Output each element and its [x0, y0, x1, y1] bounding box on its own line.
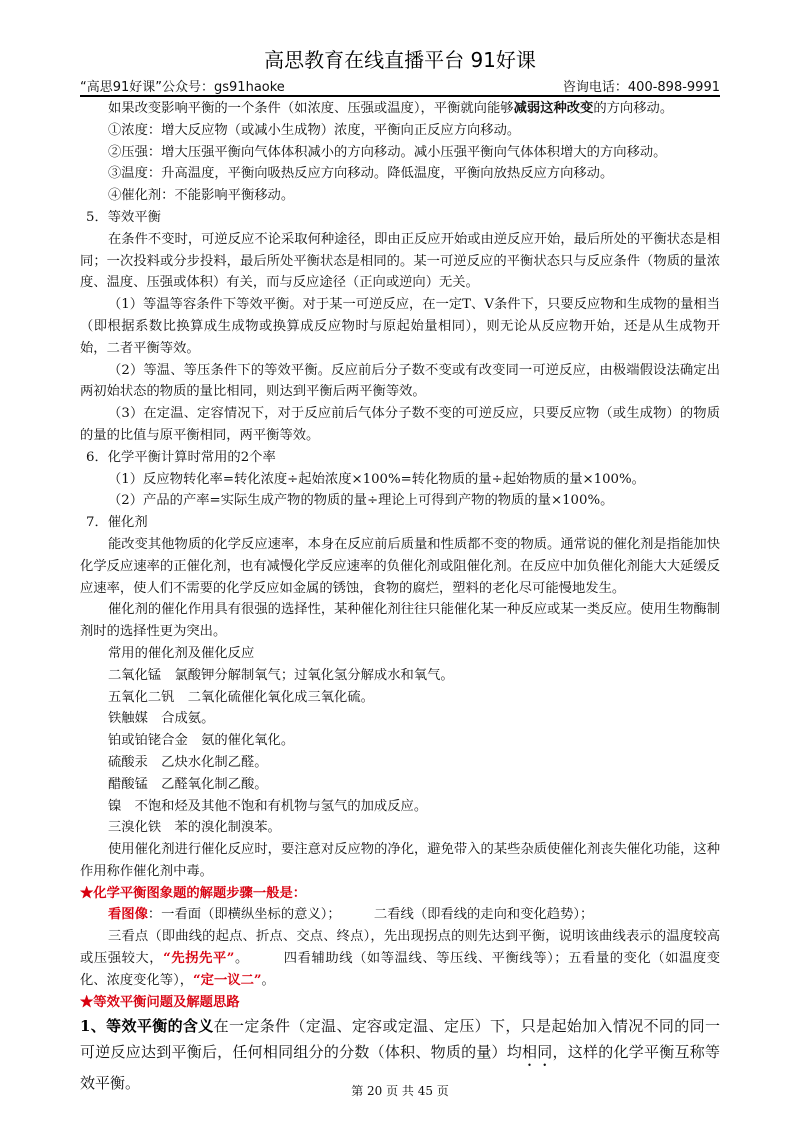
list-item: 二氧化锰 氯酸钾分解制氧气；过氧化氢分解成水和氧气。	[108, 667, 454, 683]
paragraph: （2）产品的产率=实际生成产物的物质的量÷理论上可得到产物的物质的量×100%。	[108, 493, 614, 509]
highlight-heading: ★等效平衡问题及解题思路	[80, 994, 240, 1010]
list-item: 醋酸锰 乙醛氧化制乙酸。	[108, 776, 268, 792]
list-item: 镍 不饱和烃及其他不饱和有机物与氢气的加成反应。	[108, 798, 428, 814]
paragraph: 使用催化剂进行催化反应时，要注意对反应物的净化，避免带入的某些杂质使催化剂丧失催化功能，这种作用称作催化剂中毒。	[80, 842, 720, 879]
paragraph: （1）反应物转化率=转化浓度÷起始浓度×100%=转化物质的量÷起始物质的量×100%。	[108, 471, 645, 487]
list-item: ①浓度：增大反应物（或减小生成物）浓度，平衡向正反应方向移动。	[108, 122, 521, 138]
page-title: 高思教育在线直播平台 91好课	[264, 48, 536, 72]
list-item: 三溴化铁 苯的溴化制溴苯。	[108, 820, 281, 836]
paragraph: 能改变其他物质的化学反应速率，本身在反应前后质量和性质都不变的物质。通常说的催化剂是指能加快化学反应速率的正催化剂，也有减慢化学反应速率的负催化剂或阻催化剂。在反应中加负催化剂能大大延缓反应速率，使人们不需要的化学反应如金属的锈蚀，食物的腐烂，塑料的老化尽可能慢地发生。	[80, 536, 720, 596]
list-item: 硫酸汞 乙炔水化制乙醛。	[108, 754, 268, 770]
highlight-heading: ★化学平衡图象题的解题步骤一般是：	[80, 885, 307, 901]
paragraph: 在条件不变时，可逆反应不论采取何种途径，即由正反应开始或由逆反应开始，最后所处的平衡状态是相同；一次投料或分步投料，最后所处平衡状态是相同的。某一可逆反应的平衡状态只与反应条件（物质的量浓度、温度、压强或体积）有关，而与反应途径（正向或逆向）无关。	[80, 231, 720, 291]
paragraph: （2）等温、等压条件下的等效平衡。反应前后分子数不变或有改变同一可逆反应，由极端假设法确定出两初始状态的物质的量比相同，则达到平衡后两平衡等效。	[80, 362, 720, 400]
paragraph: 催化剂的催化作用具有很强的选择性，某种催化剂往往只能催化某一种反应或某一类反应。使用生物酶制剂时的选择性更为突出。	[80, 602, 720, 640]
section-heading: 7．催化剂	[86, 515, 148, 531]
document-body	[80, 98, 720, 1096]
list-item: 铂或铂铑合金 氨的催化氧化。	[108, 733, 295, 749]
list-item: 五氧化二钒 二氧化硫催化氧化成三氧化硫。	[108, 689, 374, 705]
paragraph: （3）在定温、定容情况下，对于反应前后气体分子数不变的可逆反应，只要反应物（或生成物）的物质的量的比值与原平衡相同，两平衡等效。	[80, 406, 720, 443]
paragraph: 1、等效平衡的含义在一定条件（定温、定容或定温、定压）下，只是起始加入情况不同的同一可逆反应达到平衡后，任何相同组分的分数（体积、物质的量）均相同，这样的化学平衡互称等效平衡。	[80, 1017, 720, 1093]
list-item: ③温度：升高温度，平衡向吸热反应方向移动。降低温度，平衡向放热反应方向移动。	[108, 166, 614, 182]
list-item: ④催化剂：不能影响平衡移动。	[108, 188, 295, 204]
paragraph: 三看点（即曲线的起点、折点、交点、终点），先出现拐点的则先达到平衡，说明该曲线表示的温度较高或压强较大，“先拐先平”。 四看辅助线（如等温线、等压线、平衡线等）；五看量的变化（如温度变化、浓度变化等），“定一议二”。	[80, 929, 721, 988]
phone-number: 咨询电话：400-898-9991	[562, 80, 720, 95]
header-rule	[80, 95, 720, 97]
paragraph: 看图像：一看面（即横纵坐标的意义）； 二看线（即看线的走向和变化趋势）；	[108, 907, 594, 923]
page-number: 第 20 页 共 45 页	[351, 1084, 449, 1098]
section-heading: 5．等效平衡	[86, 209, 161, 225]
sub-header	[80, 76, 720, 96]
wechat-account: “高思91好课”公众号：gs91haoke	[80, 80, 285, 95]
list-item: 常用的催化剂及催化反应	[108, 645, 255, 661]
paragraph: （1）等温等容条件下等效平衡。对于某一可逆反应，在一定T、V条件下，只要反应物和生成物的量相当（即根据系数比换算成生成物或换算成反应物时与原起始量相同），则无论从反应物开始，还是从生成物开始，二者平衡等效。	[80, 297, 720, 356]
list-item: 铁触媒 合成氨。	[108, 711, 215, 727]
paragraph: 如果改变影响平衡的一个条件（如浓度、压强或温度），平衡就向能够减弱这种改变的方向移动。	[108, 101, 674, 116]
list-item: ②压强：增大压强平衡向气体体积减小的方向移动。减小压强平衡向气体体积增大的方向移动。	[108, 144, 667, 160]
section-heading: 6．化学平衡计算时常用的2个率	[86, 449, 276, 465]
